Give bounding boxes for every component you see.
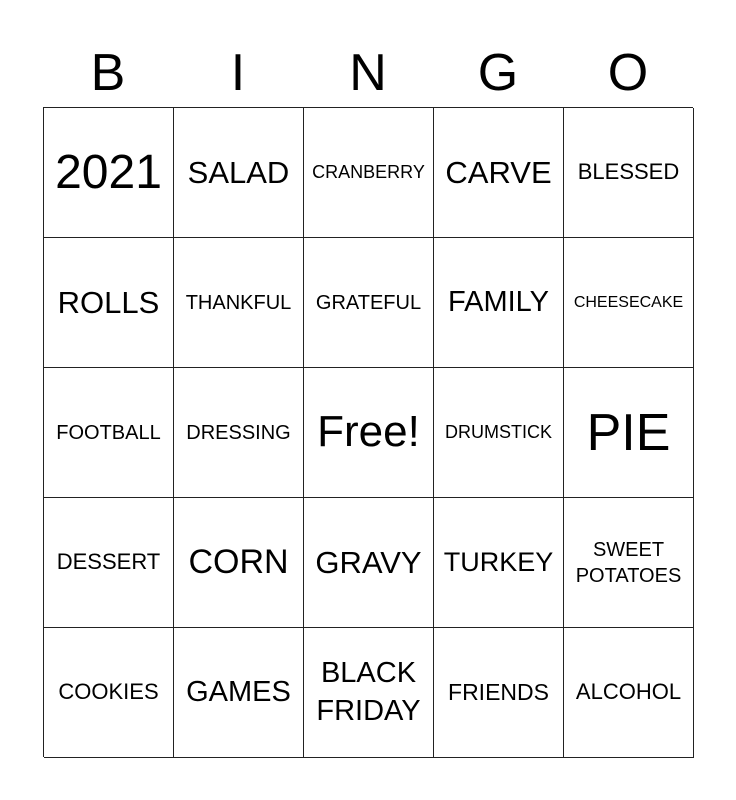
bingo-cell[interactable] [434, 108, 564, 238]
bingo-cell[interactable] [564, 108, 694, 238]
cell-text: GRATEFUL [315, 291, 422, 314]
cell-text: FOOTBALL [56, 421, 161, 444]
cell-text: DRUMSTICK [445, 421, 552, 442]
cell-text: 2021 [55, 145, 162, 199]
cell-text: CHEESECAKE [573, 293, 684, 311]
bingo-cell[interactable] [44, 368, 174, 498]
bingo-cell[interactable] [304, 238, 434, 368]
bingo-cell[interactable] [434, 628, 564, 758]
header-letter-n: N [349, 44, 387, 102]
bingo-cell[interactable] [304, 498, 434, 628]
cell-text: ALCOHOL [575, 679, 682, 705]
bingo-cell[interactable] [434, 238, 564, 368]
cell-text: DRESSING [186, 421, 291, 444]
bingo-cell[interactable] [174, 238, 304, 368]
cell-text: CARVE [445, 154, 552, 190]
bingo-cell[interactable] [174, 628, 304, 758]
bingo-cell[interactable] [564, 368, 694, 498]
bingo-cell[interactable] [44, 238, 174, 368]
bingo-cell[interactable] [174, 498, 304, 628]
cell-text: BLESSED [577, 159, 680, 185]
bingo-cell[interactable] [44, 628, 174, 758]
cell-text: SALAD [187, 154, 290, 190]
cell-text: GRAVY [315, 544, 422, 580]
cell-text: COOKIES [58, 679, 159, 705]
cell-text: ROLLS [57, 284, 160, 320]
cell-text: DESSERT [56, 549, 161, 575]
header-letter-g: G [477, 44, 519, 102]
header-letter-b: B [90, 44, 126, 102]
bingo-cell[interactable] [564, 238, 694, 368]
free-space-text: Free! [317, 407, 420, 457]
cell-text: TURKEY [443, 546, 554, 577]
cell-text: THANKFUL [185, 291, 292, 314]
free-space-cell[interactable] [304, 368, 434, 498]
bingo-cell[interactable] [44, 108, 174, 238]
bingo-cell[interactable] [434, 498, 564, 628]
bingo-header [43, 40, 693, 106]
bingo-cell[interactable] [44, 498, 174, 628]
cell-text: SWEET POTATOES [575, 538, 682, 587]
cell-text: CRANBERRY [312, 161, 425, 182]
bingo-cell[interactable] [174, 368, 304, 498]
cell-text: PIE [586, 403, 671, 462]
bingo-cell[interactable] [564, 498, 694, 628]
bingo-board [43, 107, 693, 757]
bingo-cell[interactable] [174, 108, 304, 238]
cell-text: GAMES [186, 675, 291, 708]
cell-text: BLACK FRIDAY [316, 656, 421, 727]
header-letter-o: O [607, 44, 649, 102]
header-letter-i: I [230, 44, 246, 102]
cell-text: CORN [188, 542, 289, 581]
bingo-cell[interactable] [564, 628, 694, 758]
cell-text: FRIENDS [448, 678, 549, 705]
bingo-cell[interactable] [304, 108, 434, 238]
bingo-cell[interactable] [304, 628, 434, 758]
cell-text: FAMILY [448, 285, 549, 318]
bingo-cell[interactable] [434, 368, 564, 498]
